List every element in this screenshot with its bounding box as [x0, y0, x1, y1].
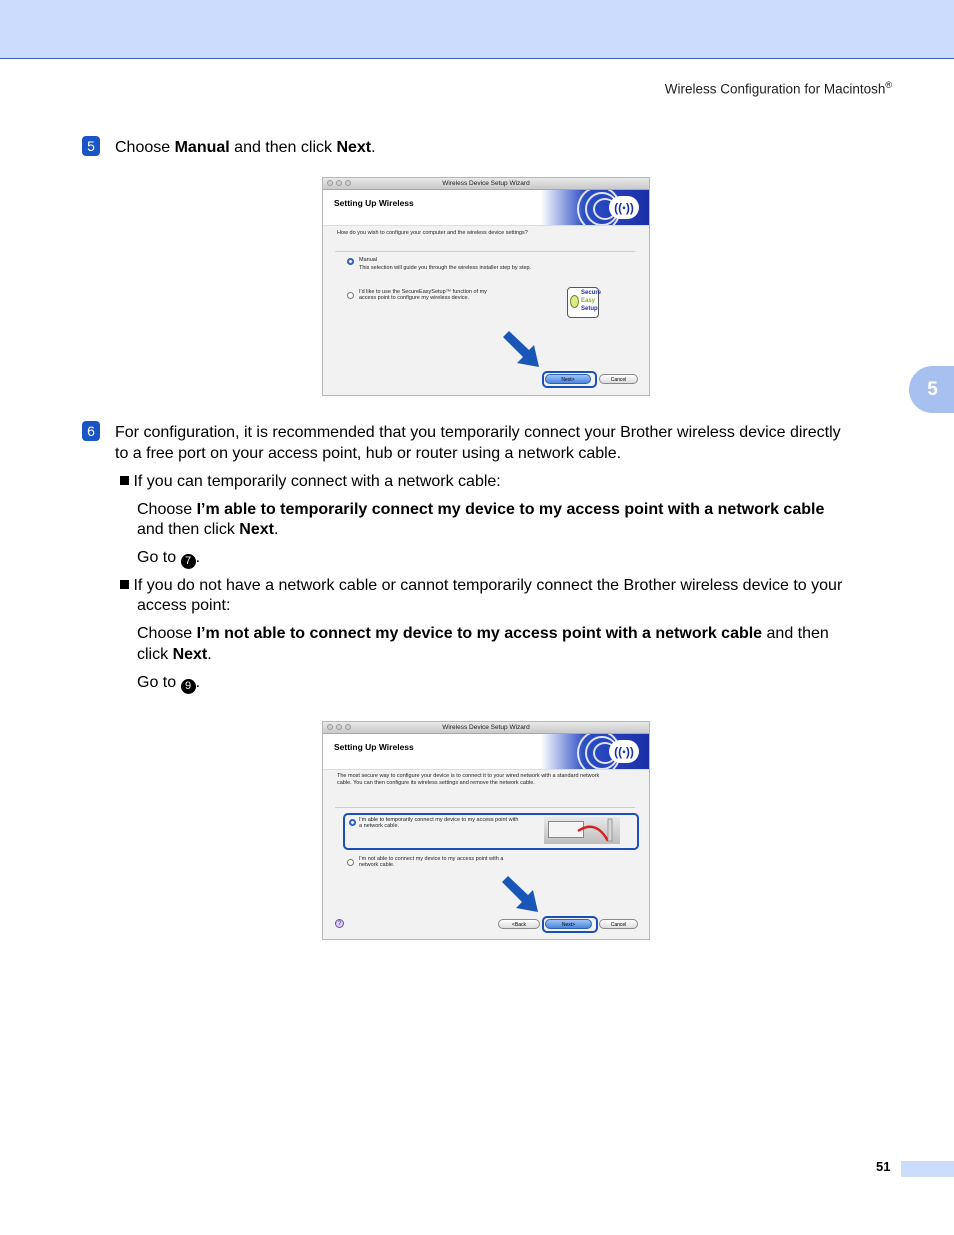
- bullet-square-icon: [120, 580, 129, 589]
- window-titlebar: [323, 722, 649, 734]
- not-able-option-line2: network cable.: [359, 862, 395, 868]
- pointer-arrow-icon: [499, 329, 545, 371]
- able-option-line1: I'm able to temporarily connect my device to my access point with: [359, 817, 519, 823]
- not-able-option-line1: I'm not able to connect my device to my access point with a: [359, 856, 504, 862]
- pointer-arrow-icon: [498, 874, 544, 916]
- divider: [335, 251, 635, 252]
- step-badge-5: 5: [82, 136, 100, 156]
- bullet1-choose: Choose I’m able to temporarily connect my device to my access point with a network cable: [137, 501, 825, 518]
- divider: [335, 807, 635, 808]
- manual-label: Manual: [359, 257, 378, 263]
- wizard-heading: Setting Up Wireless: [334, 742, 414, 752]
- wizard-question: How do you wish to configure your computer and the wireless device settings?: [337, 230, 528, 236]
- step-ref-7: 7: [181, 554, 196, 569]
- registered-mark: ®: [885, 80, 892, 90]
- manual-radio[interactable]: [347, 258, 354, 265]
- manual-description: This selection will guide you through the wireless installer step by step.: [359, 265, 532, 271]
- wizard-heading: Setting Up Wireless: [334, 198, 414, 208]
- cancel-button[interactable]: Cancel: [599, 919, 638, 929]
- running-title-text: Wireless Configuration for Macintosh: [664, 81, 886, 97]
- bullet2-line2: access point:: [137, 597, 231, 614]
- minimize-dot-icon: [336, 180, 342, 186]
- window-title: Wireless Device Setup Wizard: [442, 180, 530, 187]
- able-to-connect-radio[interactable]: [349, 819, 356, 826]
- next-button[interactable]: Next>: [545, 374, 591, 384]
- close-dot-icon: [327, 180, 333, 186]
- bullet2-line1: If you do not have a network cable or cannot temporarily connect the Brother wireless device to your: [120, 575, 842, 596]
- ses-option-line2: access point to configure my wireless device.: [359, 295, 470, 301]
- bullet2-goto: Go to 9 .: [137, 674, 201, 692]
- window-controls: [327, 724, 351, 730]
- step6-line2: to a free port on your access point, hub or router using a network cable.: [115, 445, 622, 462]
- step5-instruction: Choose Manual and then click Next.: [115, 139, 376, 156]
- secureeasysetup-logo-icon: Secure Easy Setup: [567, 287, 599, 318]
- footer-bar: [901, 1161, 954, 1177]
- step-ref-9: 9: [181, 679, 196, 694]
- chapter-tab: 5: [909, 366, 954, 413]
- bullet2-click-next: click Next.: [137, 646, 212, 663]
- bullet1-click-next: and then click Next.: [137, 521, 279, 538]
- cancel-button[interactable]: Cancel: [599, 374, 638, 384]
- wizard-header: [323, 190, 649, 226]
- window-controls: [327, 180, 351, 186]
- window-title: Wireless Device Setup Wizard: [442, 724, 530, 731]
- secureeasysetup-radio[interactable]: [347, 292, 354, 299]
- minimize-dot-icon: [336, 724, 342, 730]
- bullet2-choose: Choose I’m not able to connect my device to my access point with a network cable and then: [137, 625, 829, 642]
- next-button[interactable]: Next>: [545, 919, 592, 929]
- running-title: [665, 80, 892, 97]
- step6-line1: For configuration, it is recommended that you temporarily connect your Brother wireless device directly: [115, 424, 841, 441]
- back-button[interactable]: <Back: [498, 919, 540, 929]
- wizard-screenshot-manual: [322, 177, 650, 396]
- not-able-to-connect-radio[interactable]: [347, 859, 354, 866]
- wireless-logo-icon: ((ꞏ)): [541, 190, 649, 225]
- bullet1: If you can temporarily connect with a network cable:: [120, 471, 501, 492]
- window-titlebar: [323, 178, 649, 190]
- close-dot-icon: [327, 724, 333, 730]
- printer-cable-image: [544, 817, 620, 844]
- zoom-dot-icon: [345, 724, 351, 730]
- help-icon[interactable]: ?: [335, 919, 344, 928]
- wizard-intro-line2: cable. You can then configure its wireless settings and remove the network cable.: [337, 780, 535, 786]
- header-band: [0, 0, 954, 59]
- zoom-dot-icon: [345, 180, 351, 186]
- wizard-intro-line1: The most secure way to configure your device is to connect it to your wired network with a standard network: [337, 773, 600, 779]
- ses-option-line1: I'd like to use the SecureEasySetup™ function of my: [359, 289, 487, 295]
- step-badge-6: 6: [82, 421, 100, 441]
- wizard-header: [323, 734, 649, 770]
- page-number: 51: [876, 1159, 891, 1174]
- wizard-screenshot-network-cable: [322, 721, 650, 940]
- bullet-square-icon: [120, 476, 129, 485]
- able-option-line2: a network cable.: [359, 823, 400, 829]
- wireless-logo-icon: ((ꞏ)): [541, 734, 649, 769]
- bullet1-goto: Go to 7 .: [137, 549, 201, 567]
